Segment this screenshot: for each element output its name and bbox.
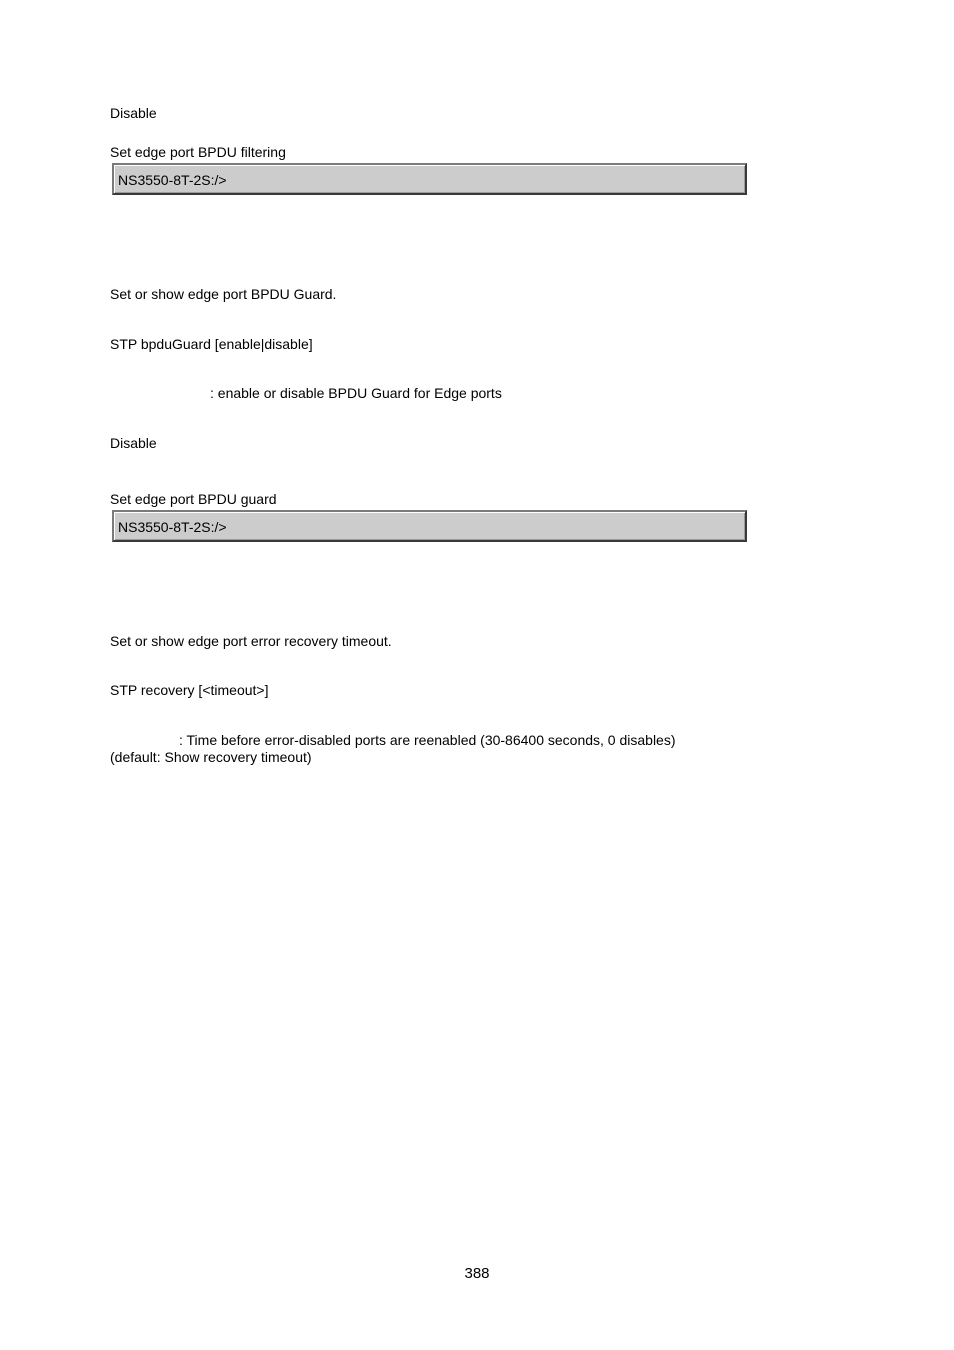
command-prompt-text: NS3550-8T-2S:/>: [118, 172, 227, 188]
command-prompt-box: [112, 510, 747, 542]
example-title: Set edge port BPDU guard: [110, 491, 277, 507]
example-title: Set edge port BPDU filtering: [110, 144, 286, 160]
page-number: 388: [464, 1265, 490, 1282]
command-prompt-text: NS3550-8T-2S:/>: [118, 519, 227, 535]
parameter-description: : Time before error-disabled ports are reenabled (30-86400 seconds, 0 disables): [179, 732, 676, 748]
default-value-text: Disable: [110, 435, 157, 451]
description-text: Set or show edge port error recovery timeout.: [110, 633, 392, 649]
command-prompt-box: [112, 163, 747, 195]
default-value-text: Disable: [110, 105, 157, 121]
syntax-text: STP bpduGuard [enable|disable]: [110, 336, 313, 352]
parameter-description: : enable or disable BPDU Guard for Edge ports: [210, 385, 502, 401]
description-text: Set or show edge port BPDU Guard.: [110, 286, 337, 302]
syntax-text: STP recovery [<timeout>]: [110, 682, 269, 698]
parameter-description-continued: (default: Show recovery timeout): [110, 749, 312, 765]
